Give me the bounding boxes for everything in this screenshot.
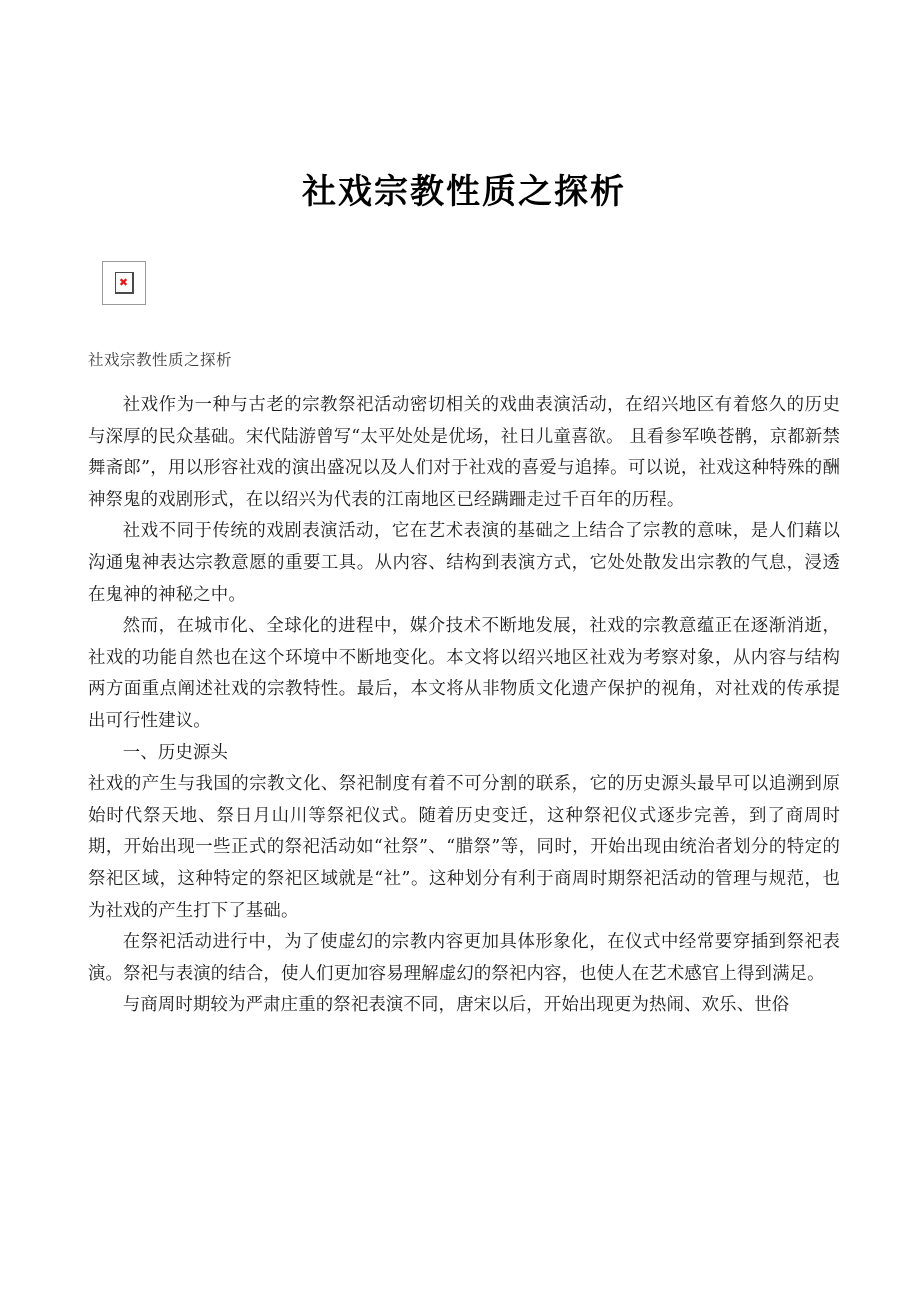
document-subtitle: 社戏宗教性质之探析 <box>88 350 233 369</box>
paragraph-truncated: 与商周时期较为严肃庄重的祭祀表演不同，唐宋以后，开始出现更为热闹、欢乐、世俗 <box>122 995 790 1016</box>
document-body <box>88 390 840 1022</box>
paragraph: 社戏的产生与我国的宗教文化、祭祀制度有着不可分割的联系，它的历史源头最早可以追溯到原始时代祭天地、祭日月山川等祭祀仪式。随着历史变迁，这种祭祀仪式逐步完善，到了商周时期，开始出现一些正式的祭祀活动如“社祭”、“腊祭”等，同时，开始出现由统治者划分的特定的祭祀区域，这种特定的祭祀区域就是“社”。这种划分有利于商周时期祭祀活动的管理与规范，也为社戏的产生打下了基础。 <box>88 774 840 921</box>
page-title: 社戏宗教性质之探析 <box>302 172 626 212</box>
paragraph: 然而，在城市化、全球化的进程中，媒介技术不断地发展，社戏的宗教意蕴正在逐渐消逝，社戏的功能自然也在这个环境中不断地变化。本文将以绍兴地区社戏为考察对象，从内容与结构两方面重点阐述社戏的宗教特性。最后，本文将从非物质文化遗产保护的视角，对社戏的传承提出可行性建议。 <box>88 616 840 731</box>
broken-image-placeholder[interactable] <box>102 261 146 305</box>
paragraph: 社戏作为一种与古老的宗教祭祀活动密切相关的戏曲表演活动，在绍兴地区有着悠久的历史与深厚的民众基础。宋代陆游曾写“太平处处是优场，社日儿童喜欲。 且看参军唤苍鹘，京都新禁舞斋郎”，用以形容社戏的演出盛况以及人们对于社戏的喜爱与追捧。可以说，社戏这种特殊的酬神祭鬼的戏剧形式，在以绍兴为代表的江南地区已经蹒跚走过千百年的历程。 <box>88 395 840 510</box>
paragraph: 社戏不同于传统的戏剧表演活动，它在艺术表演的基础之上结合了宗教的意味，是人们藉以沟通鬼神表达宗教意愿的重要工具。从内容、结构到表演方式，它处处散发出宗教的气息，浸透在鬼神的神秘之中。 <box>88 521 840 605</box>
figure-block <box>88 261 840 315</box>
document-content <box>88 0 840 1022</box>
broken-image-x-icon: ✖ <box>118 275 129 289</box>
broken-image-frame <box>115 272 134 294</box>
paragraph: 在祭祀活动进行中，为了使虚幻的宗教内容更加具体形象化，在仪式中经常要穿插到祭祀表演。祭祀与表演的结合，使人们更加容易理解虚幻的祭祀内容，也使人在艺术感官上得到满足。 <box>88 932 840 984</box>
section-heading: 一、历史源头 <box>122 742 229 763</box>
